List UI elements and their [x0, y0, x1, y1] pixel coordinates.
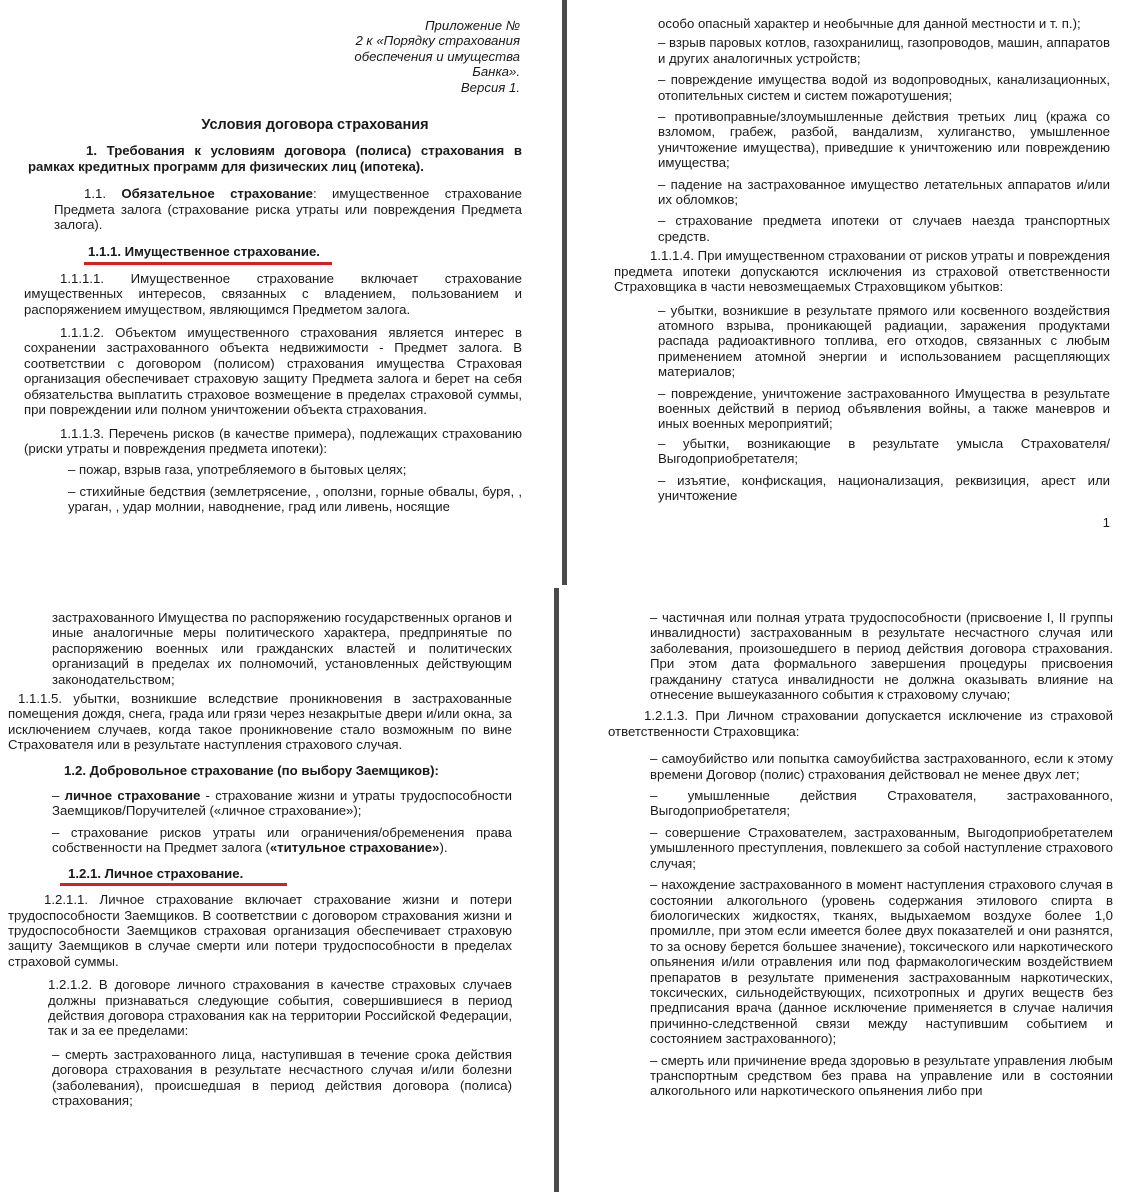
section-1-1: [28, 186, 522, 232]
personal-exclusion-5: – смерть или причинение вреда здоровью в результате управления любым транспортным средством без права на управление или в состоянии алкогольного или наркотического опьянения либо при: [650, 1052, 1113, 1099]
voluntary-item-2-bold: «титульное страхование»: [269, 840, 440, 856]
paragraph-1-1-1-2: 1.1.1.2. Объектом имущественного страхования является интерес в сохранении застрахованного объекта недвижимости - Предмет залога. В соответствии с договором (полисом) страхования имущества Страховая организация обеспечивает страховую защиту Предмета залога и берет на себя обязательства выплатить страховое возмещение в пределах страховой суммы, при повреждении или полном уничтожении объекта страхования.: [24, 325, 522, 418]
voluntary-item-1-bold: личное страхование: [64, 788, 201, 804]
document-title: Условия договора страхования: [201, 117, 429, 133]
paragraph-1-2-1-3: 1.2.1.3. При Личном страховании допускается исключение из страховой ответственности Страховщика:: [608, 708, 1113, 739]
personal-exclusion-2: – умышленные действия Страхователя, застрахованного, Выгодоприобретателя;: [650, 788, 1113, 819]
paragraph-1-1-1-3: 1.1.1.3. Перечень рисков (в качестве примера), подлежащих страхованию (риски утраты и повреждения предмета ипотеки):: [24, 425, 522, 456]
appendix-line-4: Банка».: [472, 64, 520, 80]
page-3-body: [8, 610, 512, 1108]
exclusion-item-1: – убытки, возникшие в результате прямого или косвенного воздействия атомного взрыва, проникающей радиации, заражения продуктами распада радиоактивного топлива, его отходов, связанных с любым применением атомной энергии и использованием расщепляющих материалов;: [658, 302, 1110, 380]
page-1-body: [24, 117, 522, 515]
appendix-line-5: Версия 1.: [460, 79, 520, 95]
voluntary-item-2-end: ).: [439, 840, 448, 856]
voluntary-item-2-text: – страхование рисков утраты или ограничения/обременения права собственности на Предмет залога (: [52, 824, 512, 856]
voluntary-item-2: [8, 825, 512, 856]
personal-exclusion-3: – совершение Страхователем, застрахованным, Выгодоприобретателем умышленного преступления, повлекшего за собой наступление страхового случая;: [650, 824, 1113, 871]
exclusion-item-3: – убытки, возникающие в результате умысла Страхователя/Выгодоприобретателя;: [658, 435, 1110, 467]
section-1-2-1-heading-wrap: [8, 866, 512, 886]
appendix-line-3: обеспечения и имущества: [354, 48, 520, 64]
section-1-1-text: : имущественное страхование Предмета залога (страхование риска утраты или повреждения Предмета залога).: [54, 186, 522, 233]
risk-item-4: – повреждение имущества водой из водопроводных, канализационных, отопительных систем и систем пожаротушения;: [658, 72, 1110, 103]
continuation-text: особо опасный характер и необычные для данной местности и т. п.);: [658, 16, 1081, 31]
vertical-divider-top: [562, 0, 567, 585]
section-1-1-bold: Обязательное страхование: [121, 186, 313, 202]
personal-exclusion-1: – самоубийство или попытка самоубийства застрахованного, если к этому времени Договор (полис) страхования действовал не менее двух лет;: [650, 751, 1113, 782]
risk-item-7: – страхование предмета ипотеки от случаев наезда транспортных средств.: [658, 213, 1110, 244]
risk-item-6: – падение на застрахованное имущество летательных аппаратов и/или их обломков;: [658, 176, 1110, 208]
paragraph-1-1-1-4: 1.1.1.4. При имущественном страховании от рисков утраты и повреждения предмета ипотеки допускаются исключения из страховой ответственности Страховщика в части невозмещаемых Страховщиком убытков:: [614, 248, 1110, 295]
risk-item-5: – противоправные/злоумышленные действия третьих лиц (кража со взломом, грабеж, разбой, вандализм, хулиганство, умышленное уничтожение имущества), приведшие к уничтожению или повреждению имущества;: [658, 109, 1110, 171]
section-1-1-number: 1.1.: [84, 186, 106, 202]
risk-item-3: – взрыв паровых котлов, газохранилищ, газопроводов, машин, аппаратов и других аналогичных устройств;: [658, 35, 1110, 66]
page-4: [560, 588, 1135, 1200]
voluntary-item-1: [8, 788, 512, 819]
continuation-text: застрахованного Имущества по распоряжению государственных органов и иные аналогичные меры политического характера, предпринятые по распоряжению военных или гражданских властей и политических организаций в пределах их полномочий, установленных действующим законодательством;: [52, 610, 512, 687]
page-2: [568, 0, 1135, 585]
section-1-2-1-heading: 1.2.1. Личное страхование.: [60, 866, 287, 886]
page-1: [0, 0, 560, 585]
page-3: [0, 588, 552, 1200]
section-1-heading: 1. Требования к условиям договора (полиса) страхования в рамках кредитных программ для физических лиц (ипотека).: [28, 143, 522, 174]
risk-item-2: – стихийные бедствия (землетрясение, , оползни, горные обвалы, буря, , ураган, , удар молнии, наводнение, град или ливень, носящие: [68, 483, 522, 515]
paragraph-1-1-1-1: 1.1.1.1. Имущественное страхование включает страхование имущественных интересов, связанных с владением, пользованием и распоряжением имуществом, являющимся Предметом залога.: [24, 270, 522, 317]
paragraph-1-2-1-2: 1.2.1.2. В договоре личного страхования в качестве страховых случаев должны признаваться следующие события, совершившиеся в период действия договора страхования как на территории Российской Федерации, так и за ее пределами:: [48, 977, 512, 1039]
appendix-line-1: Приложение №: [425, 18, 520, 33]
section-1-1-1-heading: 1.1.1. Имущественное страхование.: [84, 244, 332, 264]
page-number: 1: [1102, 515, 1110, 531]
appendix-block: [310, 18, 520, 95]
personal-exclusion-4: – нахождение застрахованного в момент наступления страхового случая в состоянии алкогольного (уровень содержания этилового спирта в биологических жидкостях, тканях, выдыхаемом воздухе более 1,0 промилле, при этом если имеется более двух показателей и они разнятся, то за основу берется большее значение), токсического или наркотического опьянения и/или отравления или под фармакологическим воздействием препаратов в результате применения застрахованным наркотических, токсических, сильнодействующих, психотропных и других веществ без предписания врача (данное исключение применяется в случае наличия причинно-следственной связи между наступившим событием и состоянием застрахованного);: [650, 877, 1113, 1047]
voluntary-item-1-text: - страхование жизни и утраты трудоспособности Заемщиков/Поручителей («личное страхование»);: [52, 788, 513, 819]
paragraph-1-1-1-5: 1.1.1.5. убытки, возникшие вследствие проникновения в застрахованные помещения дождя, снега, града или грязи через незакрытые двери и/или окна, за исключением случаев, когда такое проникновение стало возможным по вине Страхователя или в результате наступления страхового случая.: [8, 691, 512, 753]
page-4-body: [608, 610, 1113, 1099]
dash: –: [52, 788, 65, 804]
vertical-divider-bottom: [554, 588, 559, 1192]
page-2-body: [614, 16, 1110, 531]
exclusion-item-4: – изъятие, конфискация, национализация, реквизиция, арест или уничтожение: [658, 472, 1110, 503]
appendix-line-2: 2 к «Порядку страхования: [355, 33, 520, 49]
event-item-2: – частичная или полная утрата трудоспособности (присвоение I, II группы инвалидности) застрахованным в результате несчастного случая или заболевания, произошедшего в период действия договора страхования. При этом дата формального завершения процедуры присвоения гражданину статуса инвалидности не должна оказывать влияние на отнесение вышеуказанного события к страховому случаю;: [650, 610, 1113, 703]
event-item-1: – смерть застрахованного лица, наступившая в течение срока действия договора страхования в результате несчастного случая и/или болезни (заболевания), происшедшая в период действия договора (полиса) страхования;: [52, 1046, 512, 1108]
section-1-2-heading: 1.2. Добровольное страхование (по выбору Заемщиков):: [64, 762, 439, 778]
paragraph-1-2-1-1: 1.2.1.1. Личное страхование включает страхование жизни и потери трудоспособности Заемщиков. В соответствии с договором страхования жизни и трудоспособности Заемщиков страховая организация обеспечивает страховую защиту Заемщиков в случае смерти или потери трудоспособности в пределах страховой суммы.: [8, 892, 512, 969]
exclusion-item-2: – повреждение, уничтожение застрахованного Имущества в результате военных действий в период объявления войны, а также маневров и иных военных мероприятий;: [658, 385, 1110, 432]
risk-item-1: – пожар, взрыв газа, употребляемого в бытовых целях;: [68, 462, 407, 478]
section-1-1-1-heading-wrap: [28, 244, 522, 264]
